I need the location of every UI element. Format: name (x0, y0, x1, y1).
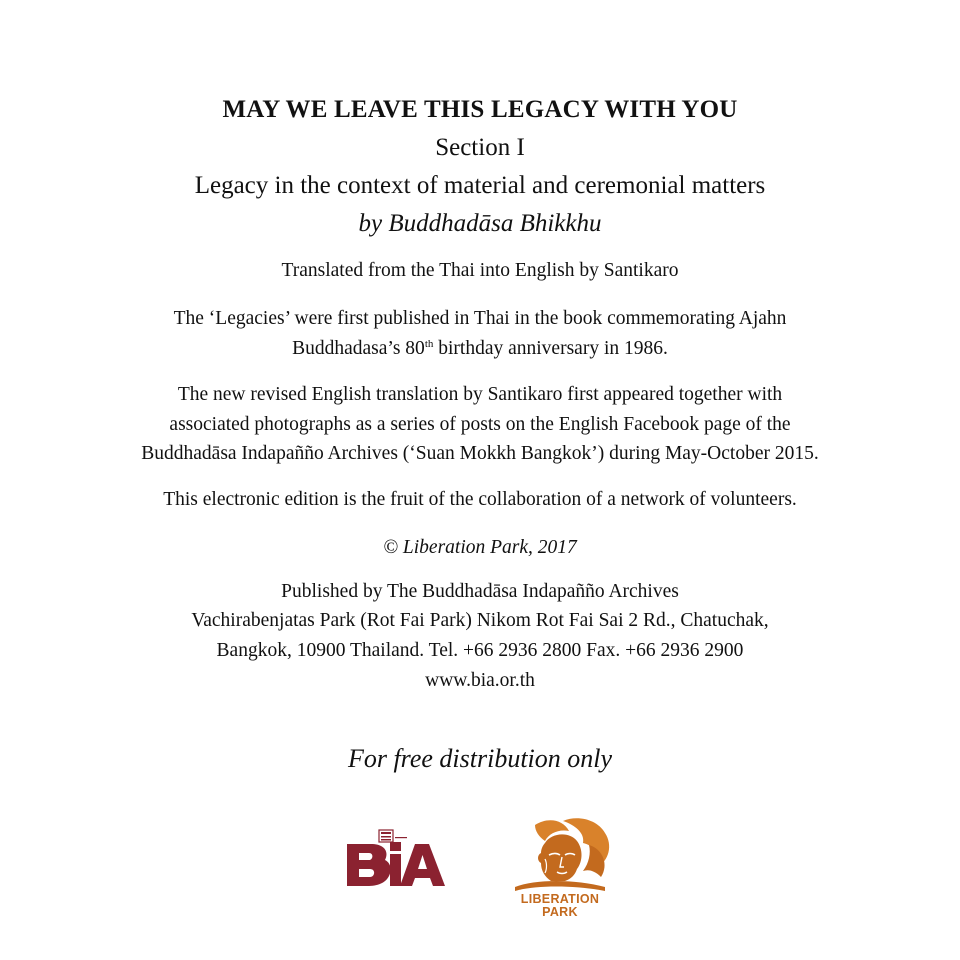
publisher-line-1: Published by The Buddhadāsa Indapañño Archives (281, 581, 679, 602)
publisher-address-line-1: Vachirabenjatas Park (Rot Fai Park) Nikom Rot Fai Sai 2 Rd., Chatuchak, (191, 610, 769, 631)
book-title: MAY WE LEAVE THIS LEGACY WITH YOU (222, 96, 738, 123)
bia-logo (345, 828, 457, 894)
liberation-park-logo-line-1: LIBERATION (520, 892, 600, 906)
legacies-note-text: Buddhadasa’s 80 (292, 338, 425, 359)
copyright-notice: © Liberation Park, 2017 (383, 537, 577, 558)
author-line: by Buddhadāsa Bhikkhu (358, 210, 602, 237)
publisher-address-line-2: Bangkok, 10900 Thailand. Tel. +66 2936 2800 Fax. +66 2936 2900 (216, 640, 744, 661)
section-subtitle: Legacy in the context of material and ceremonial matters (194, 172, 766, 199)
revised-note-line-3: Buddhadāsa Indapañño Archives (‘Suan Mokkh Bangkok’) during May-October 2015. (141, 443, 819, 464)
legacies-note-line-1: The ‘Legacies’ were first published in Thai in the book commemorating Ajahn (173, 308, 787, 329)
free-distribution-note: For free distribution only (347, 744, 613, 773)
electronic-edition-note: This electronic edition is the fruit of the collaboration of a network of volunteers. (163, 489, 797, 510)
ordinal-suffix: th (424, 338, 434, 350)
translator-credit: Translated from the Thai into English by Santikaro (281, 260, 679, 281)
publisher-website: www.bia.or.th (425, 670, 535, 691)
section-heading: Section I (435, 134, 525, 161)
liberation-park-logo-line-2: PARK (542, 905, 578, 919)
buddha-head-icon (505, 815, 615, 895)
revised-note-line-1: The new revised English translation by Santikaro first appeared together with (177, 384, 783, 405)
legacies-note-text-end: birthday anniversary in 1986. (433, 338, 668, 359)
legacies-note-line-2 (0, 338, 960, 360)
liberation-park-logo (505, 815, 615, 920)
revised-note-line-2: associated photographs as a series of posts on the English Facebook page of the (169, 414, 791, 435)
